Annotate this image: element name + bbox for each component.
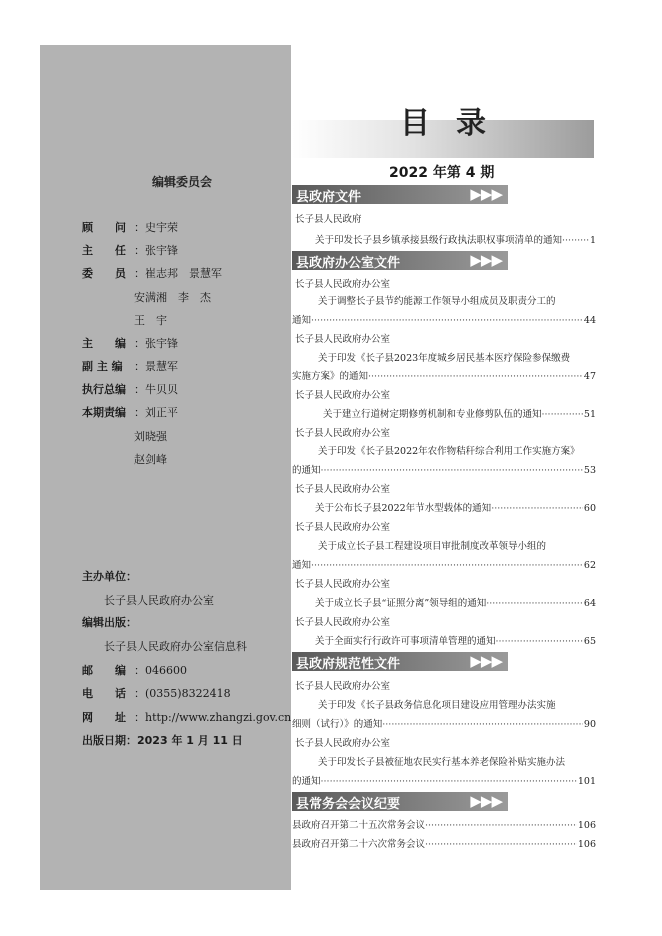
toc-entry[interactable] bbox=[292, 500, 596, 514]
editor-label: 本期责编 bbox=[82, 406, 126, 419]
toc-entry-page: 51 bbox=[583, 409, 596, 420]
issuer-name: 长子县人民政府 bbox=[295, 214, 362, 225]
issuer-name: 长子县人民政府办公室 bbox=[295, 617, 391, 628]
phone-label: 电 话 bbox=[82, 687, 126, 700]
toc-entry-title: 关于全面实行行政许可事项清单管理的通知 bbox=[315, 636, 496, 647]
toc-entry[interactable] bbox=[292, 716, 596, 730]
toc-entry[interactable] bbox=[292, 462, 596, 476]
publish-date-row bbox=[82, 732, 243, 748]
issuer-name: 长子县人民政府办公室 bbox=[295, 334, 391, 345]
issuer-name: 长子县人民政府办公室 bbox=[295, 279, 391, 290]
editor-row: 本期责编 ：刘正平 bbox=[82, 406, 178, 419]
section-header[interactable] bbox=[292, 792, 508, 811]
staff-value: 史宇荣 bbox=[145, 221, 178, 234]
toc-entry[interactable] bbox=[292, 773, 596, 787]
issuer-name: 长子县人民政府办公室 bbox=[295, 390, 391, 401]
phone-value: (0355)8322418 bbox=[145, 687, 231, 700]
phone-row: 电 话 ：(0355)8322418 bbox=[82, 687, 231, 700]
editor-value: 刘正平 bbox=[145, 406, 178, 419]
leader-dots bbox=[491, 503, 583, 514]
toc-entry-title[interactable]: 关于印发《长子县2023年度城乡居民基本医疗保险参保缴费 bbox=[318, 353, 571, 364]
section-header[interactable] bbox=[292, 251, 508, 270]
leader-dots bbox=[311, 560, 583, 571]
toc-entry[interactable] bbox=[292, 557, 596, 571]
toc-entry-page: 106 bbox=[577, 820, 596, 831]
publisher-label: 编辑出版： bbox=[82, 616, 137, 629]
toc-entry[interactable] bbox=[292, 312, 596, 326]
leader-dots bbox=[382, 719, 583, 730]
toc-entry-title[interactable]: 关于印发长子县被征地农民实行基本养老保险补贴实施办法 bbox=[318, 757, 566, 768]
leader-dots bbox=[542, 409, 583, 420]
editor-label: 执行总编 bbox=[82, 383, 126, 396]
editor-row: 副 主 编 ：景慧军 bbox=[82, 360, 178, 373]
contents-title: 目录 bbox=[400, 106, 512, 141]
editorial-board-title: 编辑委员会 bbox=[152, 175, 213, 189]
toc-entry-title-cont: 的通知 bbox=[292, 465, 321, 476]
editor-row: 主 编 ：张宇锋 bbox=[82, 337, 178, 350]
leader-dots bbox=[368, 371, 583, 382]
leader-dots bbox=[425, 820, 577, 831]
toc-entry-page: 1 bbox=[589, 235, 596, 246]
triple-arrow-icon: ▶▶▶ bbox=[470, 251, 502, 269]
issue-number: 2022 年第 4 期 bbox=[389, 165, 495, 181]
staff-row: 委 员 ：崔志邦 景慧军 bbox=[82, 267, 222, 280]
section-title: 县常务会会议纪要 bbox=[296, 797, 401, 812]
toc-entry-page: 64 bbox=[583, 598, 596, 609]
leader-dots bbox=[321, 776, 577, 787]
toc-entry-page: 44 bbox=[583, 315, 596, 326]
toc-entry-page: 47 bbox=[583, 371, 596, 382]
toc-entry-title[interactable]: 关于印发《长子县政务信息化项目建设应用管理办法实施 bbox=[318, 700, 556, 711]
toc-entry-title-cont: 实施方案》的通知 bbox=[292, 371, 369, 382]
toc-entry-title-cont: 细则（试行）》的通知 bbox=[292, 719, 383, 730]
section-title: 县政府文件 bbox=[296, 190, 362, 205]
toc-entry-title: 县政府召开第二十五次常务会议 bbox=[292, 820, 426, 831]
toc-entry-title: 关于公布长子县2022年节水型载体的通知 bbox=[315, 503, 492, 514]
toc-entry[interactable] bbox=[292, 633, 596, 647]
staff-label: 主 任 bbox=[82, 244, 126, 257]
leader-dots bbox=[496, 636, 583, 647]
toc-entry-title[interactable]: 关于调整长子县节约能源工作领导小组成员及职责分工的 bbox=[318, 296, 556, 307]
publish-date-value: 2023 年 1 月 11 日 bbox=[137, 734, 243, 747]
toc-entry-page: 90 bbox=[583, 719, 596, 730]
leader-dots bbox=[311, 315, 583, 326]
toc-entry[interactable] bbox=[292, 368, 596, 382]
toc-entry-title-cont: 通知 bbox=[292, 315, 312, 326]
toc-entry-page: 65 bbox=[583, 636, 596, 647]
web-label: 网 址 bbox=[82, 711, 126, 724]
triple-arrow-icon: ▶▶▶ bbox=[470, 652, 502, 670]
postcode-label: 邮 编 bbox=[82, 664, 126, 677]
editor-value: 牛贝贝 bbox=[145, 383, 178, 396]
staff-value: 张宇锋 bbox=[145, 244, 178, 257]
toc-entry[interactable] bbox=[292, 232, 596, 246]
staff-row: 主 任 ：张宇锋 bbox=[82, 244, 178, 257]
section-title: 县政府规范性文件 bbox=[296, 657, 401, 672]
publish-date-label: 出版日期： bbox=[82, 734, 137, 747]
leader-dots bbox=[486, 598, 583, 609]
toc-entry-page: 106 bbox=[577, 839, 596, 850]
toc-entry-title: 关于成立长子县“证照分离”领导组的通知 bbox=[315, 598, 487, 609]
toc-entry-page: 62 bbox=[583, 560, 596, 571]
toc-entry-title[interactable]: 关于印发《长子县2022年农作物秸秆综合利用工作实施方案》 bbox=[318, 446, 580, 457]
editors-continued: 赵剑峰 bbox=[134, 453, 167, 466]
leader-dots bbox=[425, 839, 577, 850]
toc-entry-title-cont: 通知 bbox=[292, 560, 312, 571]
issuer-name: 长子县人民政府办公室 bbox=[295, 484, 391, 495]
toc-entry[interactable] bbox=[292, 595, 596, 609]
editor-value: 景慧军 bbox=[145, 360, 178, 373]
toc-entry[interactable] bbox=[292, 406, 596, 420]
toc-entry-title: 关于建立行道树定期修剪机制和专业修剪队伍的通知 bbox=[323, 409, 542, 420]
postcode-row: 邮 编 ：046600 bbox=[82, 664, 187, 677]
host-label: 主办单位： bbox=[82, 570, 137, 583]
editor-value: 张宇锋 bbox=[145, 337, 178, 350]
toc-entry-title: 县政府召开第二十六次常务会议 bbox=[292, 839, 426, 850]
staff-label: 委 员 bbox=[82, 267, 126, 280]
postcode-value: 046600 bbox=[145, 664, 187, 677]
section-header[interactable] bbox=[292, 185, 508, 204]
web-row: 网 址 ：http://www.zhangzi.gov.cn bbox=[82, 711, 292, 724]
editor-row: 执行总编 ：牛贝贝 bbox=[82, 383, 178, 396]
issuer-name: 长子县人民政府办公室 bbox=[295, 522, 391, 533]
issuer-name: 长子县人民政府办公室 bbox=[295, 579, 391, 590]
editorial-sidebar bbox=[40, 45, 291, 890]
editors-continued: 刘晓强 bbox=[134, 430, 167, 443]
toc-entry-page: 53 bbox=[583, 465, 596, 476]
staff-members-continued: 王 宇 bbox=[134, 314, 167, 327]
staff-value: 崔志邦 景慧军 bbox=[145, 267, 222, 280]
triple-arrow-icon: ▶▶▶ bbox=[470, 185, 502, 203]
leader-dots bbox=[562, 235, 589, 246]
triple-arrow-icon: ▶▶▶ bbox=[470, 792, 502, 810]
staff-members-continued: 安满湘 李 杰 bbox=[134, 291, 211, 304]
toc-entry[interactable] bbox=[292, 817, 596, 831]
editor-label: 副 主 编 bbox=[82, 360, 123, 373]
section-header[interactable] bbox=[292, 652, 508, 671]
toc-entry-title-cont: 的通知 bbox=[292, 776, 321, 787]
staff-row: 顾 问 ：史宇荣 bbox=[82, 221, 178, 234]
toc-entry-title: 关于印发长子县乡镇承接县级行政执法职权事项清单的通知 bbox=[315, 235, 563, 246]
issuer-name: 长子县人民政府办公室 bbox=[295, 738, 391, 749]
publisher-value: 长子县人民政府办公室信息科 bbox=[104, 640, 247, 653]
toc-entry-title[interactable]: 关于成立长子县工程建设项目审批制度改革领导小组的 bbox=[318, 541, 547, 552]
issuer-name: 长子县人民政府办公室 bbox=[295, 681, 391, 692]
editor-label: 主 编 bbox=[82, 337, 126, 350]
issuer-name: 长子县人民政府办公室 bbox=[295, 428, 391, 439]
staff-label: 顾 问 bbox=[82, 221, 126, 234]
toc-entry[interactable] bbox=[292, 836, 596, 850]
host-value: 长子县人民政府办公室 bbox=[104, 594, 214, 607]
web-value[interactable]: http://www.zhangzi.gov.cn bbox=[145, 711, 292, 724]
toc-entry-page: 101 bbox=[577, 776, 596, 787]
leader-dots bbox=[321, 465, 583, 476]
toc-entry-page: 60 bbox=[583, 503, 596, 514]
section-title: 县政府办公室文件 bbox=[296, 256, 401, 271]
